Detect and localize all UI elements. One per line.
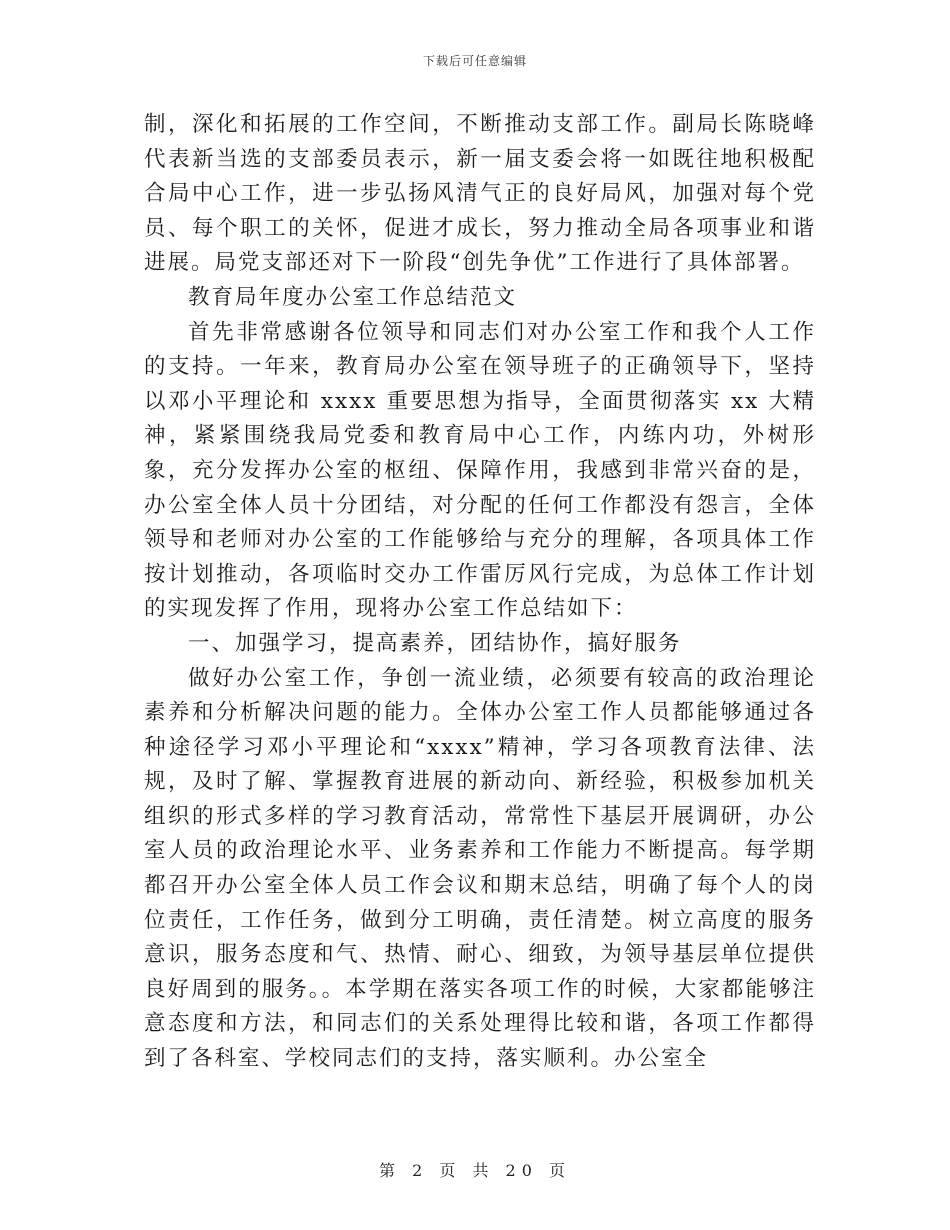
section-title: 教育局年度办公室工作总结范文	[188, 284, 518, 310]
page-header-note: 下载后可任意编辑	[422, 54, 527, 68]
page-number: 第 2 页 共 20 页	[379, 1161, 571, 1180]
document-body	[144, 108, 816, 1077]
paragraph-section-1: 做好办公室工作，争创一流业绩，必须要有较高的政治理论素养和分析解决问题的能力。全体办公室工作人员都能够通过各种途径学习邓小平理论和“xxxx”精神，学习各项教育法律、法规，及时了解、掌握教育进展的新动向、新经验，积极参加机关组织的形式多样的学习教育活动，常常性下基层开展调研，办公室人员的政治理论水平、业务素养和工作能力不断提高。每学期都召开办公室全体人员工作会议和期末总结，明确了每个人的岗位责任，工作任务，做到分工明确，责任清楚。树立高度的服务意识，服务态度和气、热情、耐心、细致，为领导基层单位提供良好周到的服务。。本学期在落实各项工作的时候，大家都能够注意态度和方法，和同志们的关系处理得比较和谐，各项工作都得到了各科室、学校同志们的支持，落实顺利。办公室全	[144, 665, 816, 1072]
paragraph-intro: 首先非常感谢各位领导和同志们对办公室工作和我个人工作的支持。一年来，教育局办公室在领导班子的正确领导下，坚持以邓小平理论和 xxxx 重要思想为指导，全面贯彻落实 xx 大精神，紧紧围绕我局党委和教育局中心工作，内练内功，外树形象，充分发挥办公室的枢纽、保障作用，我感到非常兴奋的是，办公室全体人员十分团结，对分配的任何工作都没有怨言，全体领导和老师对办公室的工作能够给与充分的理解，各项具体工作按计划推动，各项临时交办工作雷厉风行完成，为总体工作计划的实现发挥了作用，现将办公室工作总结如下：	[144, 319, 816, 622]
section-heading-1: 一、加强学习，提高素养，团结协作，搞好服务	[188, 630, 682, 656]
paragraph-continued: 制，深化和拓展的工作空间，不断推动支部工作。副局长陈晓峰代表新当选的支部委员表示，新一届支委会将一如既往地积极配合局中心工作，进一步弘扬风清气正的良好局风，加强对每个党员、每个职工的关怀，促进才成长，努力推动全局各项事业和谐进展。局党支部还对下一阶段“创先争优”工作进行了具体部署。	[144, 112, 816, 276]
